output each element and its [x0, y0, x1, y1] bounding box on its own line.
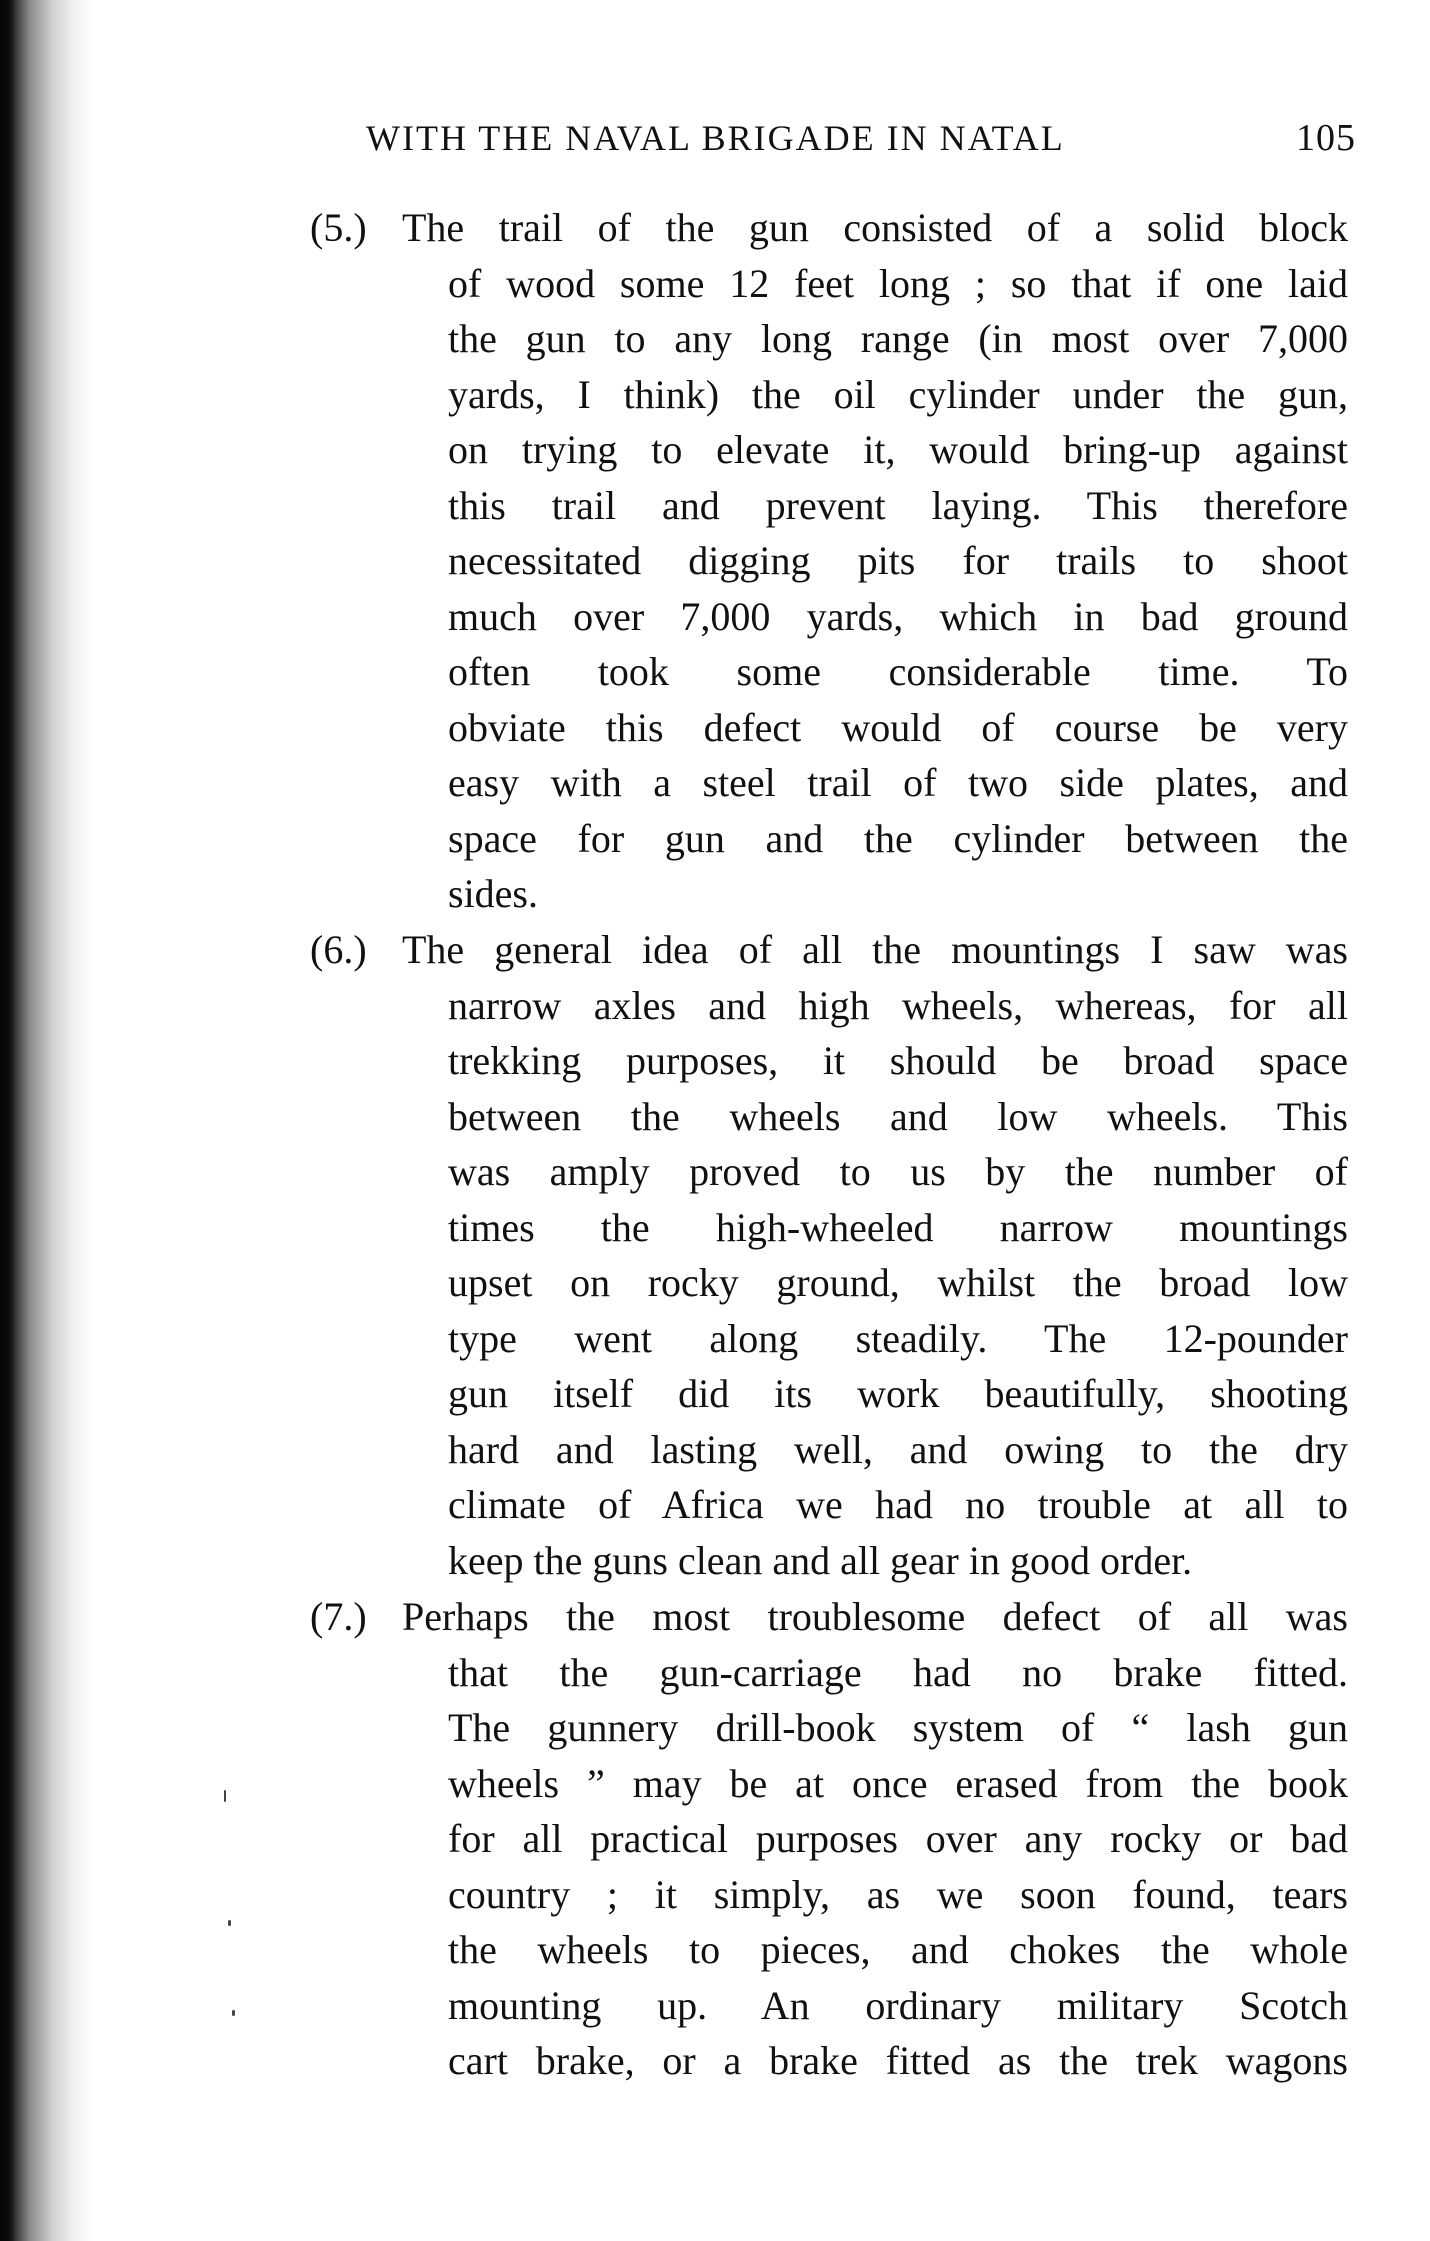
text-line: sides.: [448, 871, 538, 916]
text-line: the gun to any long range (in most over 7,000: [448, 316, 1348, 361]
text-line: that the gun-carriage had no brake fitted.: [448, 1650, 1348, 1695]
text-line: yards, I think) the oil cylinder under the gun,: [448, 372, 1348, 417]
text-line: for all practical purposes over any rocky or bad: [448, 1816, 1348, 1861]
page-binding-shadow: [0, 0, 95, 2241]
text-line: country ; it simply, as we soon found, tears: [448, 1872, 1348, 1917]
text-line: much over 7,000 yards, which in bad ground: [448, 594, 1348, 639]
text-line: trekking purposes, it should be broad space: [448, 1038, 1348, 1083]
text-line: wheels ” may be at once erased from the book: [448, 1761, 1348, 1806]
text-line: The trail of the gun consisted of a solid block: [402, 205, 1348, 250]
running-head: [366, 114, 1356, 162]
binding-speck: [232, 2010, 235, 2016]
text-line: easy with a steel trail of two side plates, and: [448, 760, 1348, 805]
text-line: often took some considerable time. To: [448, 649, 1348, 694]
text-line: gun itself did its work beautifully, shooting: [448, 1371, 1348, 1416]
text-line: between the wheels and low wheels. This: [448, 1094, 1348, 1139]
text-line: Perhaps the most troublesome defect of all was: [402, 1594, 1348, 1639]
text-line: mounting up. An ordinary military Scotch: [448, 1983, 1348, 2028]
item-marker: (7.): [310, 1594, 367, 1639]
text-line: this trail and prevent laying. This therefore: [448, 483, 1348, 528]
text-line: climate of Africa we had no trouble at all to: [448, 1482, 1348, 1527]
text-line: was amply proved to us by the number of: [448, 1149, 1348, 1194]
text-line: The general idea of all the mountings I saw was: [402, 927, 1348, 972]
item-marker: (5.): [310, 205, 367, 250]
text-line: of wood some 12 feet long ; so that if one laid: [448, 261, 1348, 306]
running-head-title: WITH THE NAVAL BRIGADE IN NATAL: [366, 118, 1065, 158]
text-line: The gunnery drill-book system of “ lash gun: [448, 1705, 1348, 1750]
text-line: type went along steadily. The 12-pounder: [448, 1316, 1348, 1361]
text-line: space for gun and the cylinder between the: [448, 816, 1348, 861]
item-marker: (6.): [310, 927, 367, 972]
text-line: keep the guns clean and all gear in good order.: [448, 1538, 1193, 1583]
text-line: obviate this defect would of course be very: [448, 705, 1348, 750]
binding-speck: [224, 1790, 226, 1802]
text-line: necessitated digging pits for trails to shoot: [448, 538, 1348, 583]
binding-speck: [228, 1920, 231, 1926]
text-line: narrow axles and high wheels, whereas, for all: [448, 983, 1348, 1028]
text-line: cart brake, or a brake fitted as the trek wagons: [448, 2038, 1348, 2083]
text-line: times the high-wheeled narrow mountings: [448, 1205, 1348, 1250]
text-line: upset on rocky ground, whilst the broad low: [448, 1260, 1348, 1305]
text-line: hard and lasting well, and owing to the dry: [448, 1427, 1348, 1472]
text-line: on trying to elevate it, would bring-up against: [448, 427, 1348, 472]
page-number: 105: [1296, 117, 1356, 159]
text-line: the wheels to pieces, and chokes the whole: [448, 1927, 1348, 1972]
